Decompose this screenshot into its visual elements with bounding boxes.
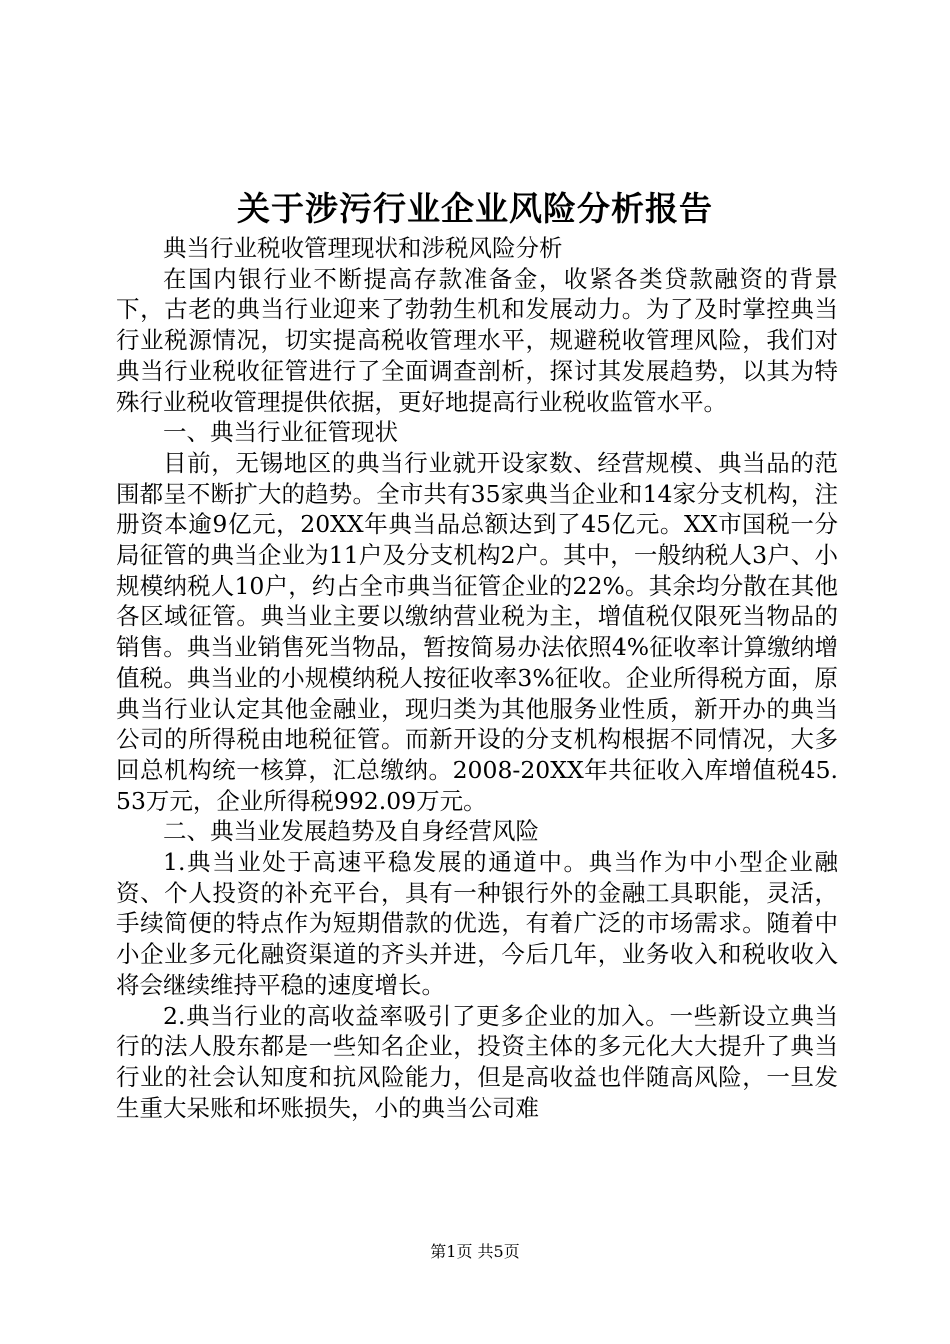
point-2-paragraph: 2.典当行业的高收益率吸引了更多企业的加入。一些新设立典当行的法人股东都是一些知名企业，投资主体的多元化大大提升了典当行业的社会认知度和抗风险能力，但是高收益也伴随高风险，一旦发生重大呆账和坏账损失，小的典当公司难	[116, 1001, 838, 1122]
section-1-paragraph: 目前，无锡地区的典当行业就开设家数、经营规模、典当品的范围都呈不断扩大的趋势。全市共有35家典当企业和14家分支机构，注册资本逾9亿元，20XX年典当品总额达到了45亿元。XX市国税一分局征管的典当企业为11户及分支机构2户。其中，一般纳税人3户、小规模纳税人10户，约占全市典当征管企业的22%。其余均分散在其他各区域征管。典当业主要以缴纳营业税为主，增值税仅限死当物品的销售。典当业销售死当物品，暂按简易办法依照4%征收率计算缴纳增值税。典当业的小规模纳税人按征收率3%征收。企业所得税方面，原典当行业认定其他金融业，现归类为其他服务业性质，新开办的典当公司的所得税由地税征管。而新开设的分支机构根据不同情况，大多回总机构统一核算，汇总缴纳。2008-20XX年共征收入库增值税45.53万元，企业所得税992.09万元。	[116, 448, 838, 815]
section-heading-2: 二、典当业发展趋势及自身经营风险	[163, 817, 539, 846]
page-footer: 第1页 共5页	[430, 1242, 520, 1261]
subtitle-paragraph: 典当行业税收管理现状和涉税风险分析	[163, 234, 563, 262]
document-title: 关于涉污行业企业风险分析报告	[237, 189, 713, 228]
section-heading-1: 一、典当行业征管现状	[163, 418, 398, 447]
point-1-paragraph: 1.典当业处于高速平稳发展的通道中。典当作为中小型企业融资、个人投资的补充平台，具有一种银行外的金融工具职能，灵活，手续简便的特点作为短期借款的优选，有着广泛的市场需求。随着中小企业多元化融资渠道的齐头并进，今后几年，业务收入和税收收入将会继续维持平稳的速度增长。	[116, 848, 838, 999]
document-body	[116, 233, 838, 1123]
intro-paragraph: 在国内银行业不断提高存款准备金，收紧各类贷款融资的背景下，古老的典当行业迎来了勃勃生机和发展动力。为了及时掌控典当行业税源情况，切实提高税收管理水平，规避税收管理风险，我们对典当行业税收征管进行了全面调查剖析，探讨其发展趋势，以其为特殊行业税收管理提供依据，更好地提高行业税收监管水平。	[116, 264, 838, 416]
